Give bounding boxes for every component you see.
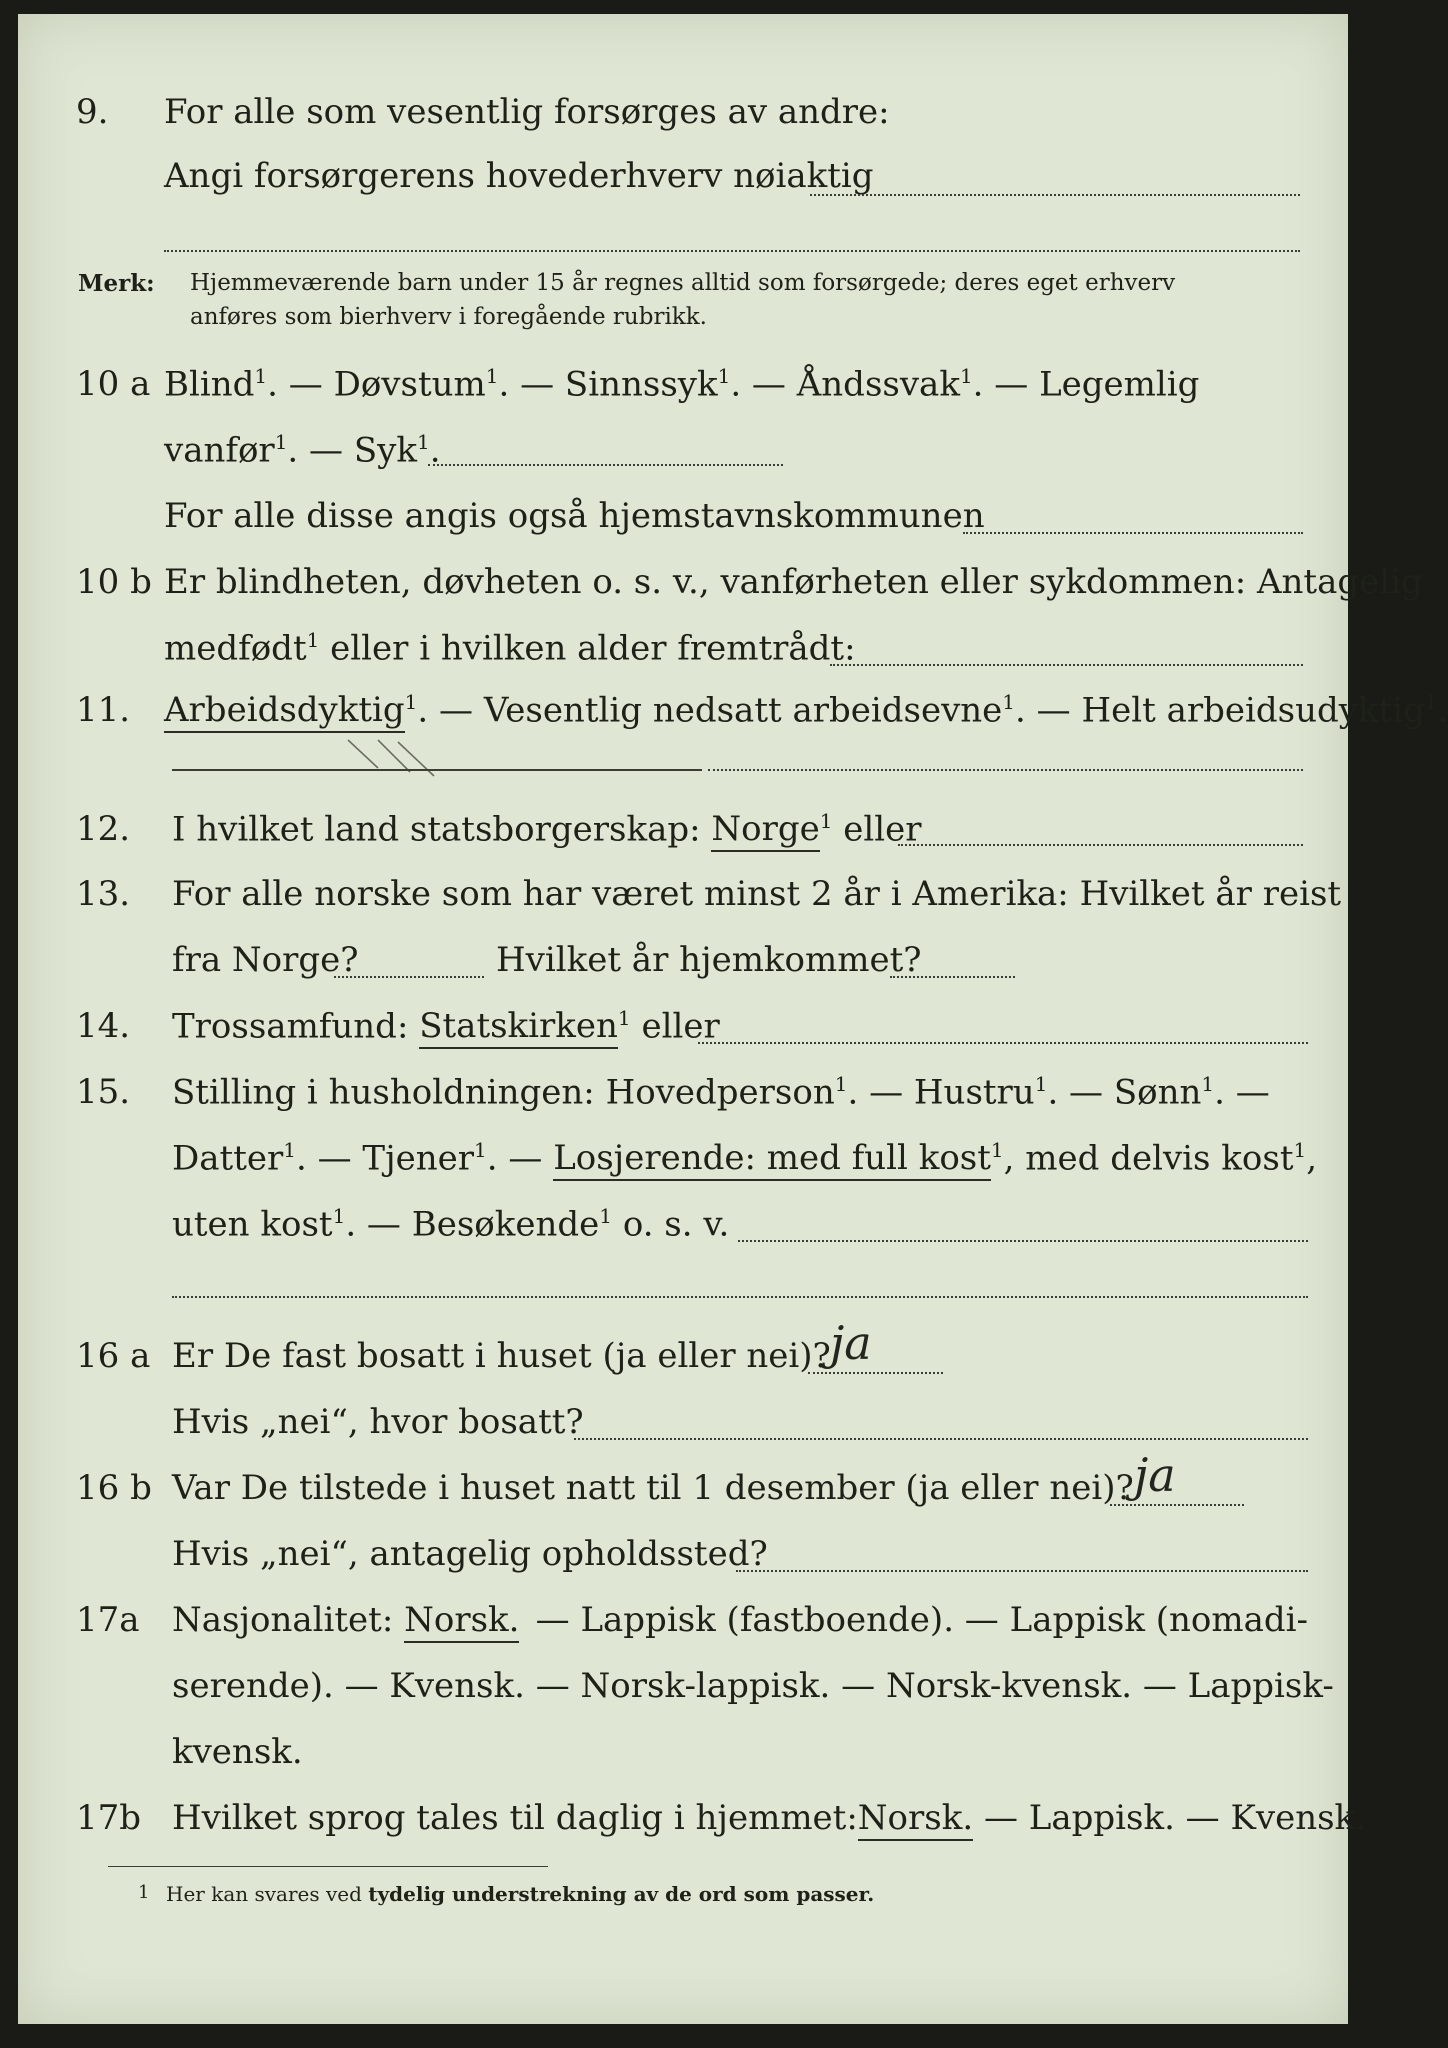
- q14-number: 14.: [76, 1006, 131, 1046]
- q10a-line3: For alle disse angis også hjemstavnskommunen: [164, 496, 985, 536]
- opt-besokende: . — Besøkende: [345, 1204, 600, 1245]
- period: .: [429, 430, 441, 471]
- q11-number: 11.: [76, 690, 131, 730]
- q12-eller: eller: [832, 809, 922, 850]
- osv: o. s. v.: [612, 1204, 730, 1245]
- footnote-mark: 1: [138, 1882, 150, 1903]
- sup-mark: 1: [1293, 1138, 1307, 1162]
- q14-text: Trossamfund:: [172, 1006, 409, 1047]
- census-form-page: [18, 14, 1448, 2024]
- q16a-line2: Hvis „nei“, hvor bosatt?: [172, 1402, 584, 1442]
- q10b-alder-text: eller i hvilken alder fremtrådt:: [319, 628, 856, 669]
- q16b-opholdssted-field[interactable]: [736, 1570, 1308, 1572]
- opt-sinnssyk: . — Sinnssyk: [498, 364, 718, 405]
- q16a-bosatt-field[interactable]: [574, 1438, 1308, 1440]
- q10a-answer-field[interactable]: [428, 464, 783, 466]
- q14-answer-field[interactable]: [698, 1042, 1308, 1044]
- sup-mark: 1: [485, 364, 499, 388]
- q17a-options: — Lappisk (fastboende). — Lappisk (nomadi-: [535, 1600, 1308, 1640]
- q12-answer-field[interactable]: [898, 844, 1303, 846]
- q15-answer-field[interactable]: [738, 1240, 1308, 1242]
- q12-text: I hvilket land statsborgerskap:: [172, 809, 701, 850]
- opt-andssvak: . — Åndssvak: [730, 364, 960, 405]
- sup-mark: 1: [834, 1072, 848, 1096]
- opt-arbeidsdyktig[interactable]: Arbeidsdyktig: [164, 690, 405, 733]
- q9-line2: Angi forsørgerens hovederhverv nøiaktig: [164, 156, 874, 196]
- merk-line2: anføres som bierhverv i foregående rubrikk.: [190, 304, 707, 330]
- sup-mark: 1: [617, 1006, 631, 1030]
- opt-norsk-sprog[interactable]: Norsk.: [858, 1798, 973, 1841]
- q14-eller: eller: [630, 1006, 720, 1047]
- sup-mark: 1: [599, 1204, 613, 1228]
- opt-nedsatt[interactable]: . — Vesentlig nedsatt arbeidsevne: [417, 690, 1003, 731]
- q16a-number: 16 a: [76, 1336, 151, 1376]
- footnote-text-b: tydelig understrekning av de ord som passer.: [368, 1882, 875, 1906]
- q13-hjemkommet: Hvilket år hjemkommet?: [496, 940, 922, 980]
- q9-line1: For alle som vesentlig forsørges av andre:: [164, 92, 890, 132]
- q10b-answer-field[interactable]: [830, 664, 1303, 666]
- q16b-number: 16 b: [76, 1468, 152, 1508]
- opt-norge[interactable]: Norge: [711, 809, 819, 852]
- q9-answer-field[interactable]: [810, 194, 1300, 196]
- sup-mark: 1: [254, 364, 268, 388]
- q13-line1: For alle norske som har været minst 2 år i Amerika: Hvilket år reist: [172, 874, 1342, 914]
- sup-mark: 1: [404, 690, 418, 714]
- opt-sonn: . — Sønn: [1047, 1072, 1202, 1113]
- opt-udyktig[interactable]: . — Helt arbeidsudyktig: [1015, 690, 1425, 731]
- q15-answer-field-2[interactable]: [172, 1296, 1308, 1298]
- opt-norsk[interactable]: Norsk.: [404, 1600, 519, 1643]
- q16b-line2: Hvis „nei“, antagelig opholdssted?: [172, 1534, 768, 1574]
- q9-answer-field-2[interactable]: [164, 250, 1300, 252]
- q14-line: [172, 1006, 720, 1046]
- q13-reist: fra Norge?: [172, 940, 359, 980]
- q17b-number: 17b: [76, 1798, 142, 1838]
- opt-hustru: . — Hustru: [847, 1072, 1035, 1113]
- q10a-line1: [164, 364, 1304, 404]
- opt-blind: Blind: [164, 364, 255, 405]
- q16b-answer-field[interactable]: [1110, 1504, 1244, 1506]
- footnote-text: [166, 1882, 874, 1906]
- q10a-hjemstavn-field[interactable]: [963, 532, 1303, 534]
- q9-number: 9.: [76, 92, 109, 132]
- sup-mark: 1: [819, 809, 833, 833]
- q10b-number: 10 b: [76, 562, 152, 602]
- opt-hovedperson: Stilling i husholdningen: Hovedperson: [172, 1072, 835, 1113]
- merk-label: Merk:: [78, 270, 155, 297]
- comma: ,: [1306, 1138, 1318, 1179]
- q10b-line1: Er blindheten, døvheten o. s. v., vanførheten eller sykdommen: Antagelig: [164, 562, 1423, 602]
- q17a-number: 17a: [76, 1600, 140, 1640]
- q15-line1: [172, 1072, 1308, 1112]
- q17b-options: — Lappisk. — Kvensk.: [983, 1798, 1366, 1838]
- opt-datter: Datter: [172, 1138, 284, 1179]
- opt-statskirken[interactable]: Statskirken: [419, 1006, 618, 1049]
- q17a-line3: kvensk.: [172, 1732, 303, 1772]
- sup-mark: 1: [1424, 690, 1438, 714]
- dash: . —: [486, 1138, 554, 1179]
- q11-answer-field[interactable]: [708, 769, 1303, 771]
- q16a-answer-field[interactable]: [808, 1372, 943, 1374]
- opt-syk: . — Syk: [287, 430, 417, 471]
- sup-mark: 1: [474, 1138, 487, 1162]
- footnote-rule: [108, 1866, 548, 1867]
- opt-losjerende-full-kost[interactable]: Losjerende: med full kost: [553, 1138, 991, 1181]
- q13-reist-field[interactable]: [334, 976, 484, 978]
- q16a-line1: Er De fast bosatt i huset (ja eller nei)?: [172, 1336, 831, 1376]
- dash: . —: [1214, 1072, 1270, 1113]
- merk-line1: Hjemmeværende barn under 15 år regnes alltid som forsørgede; deres eget erhverv: [190, 270, 1176, 296]
- q16b-line1: Var De tilstede i huset natt til 1 desember (ja eller nei)?: [172, 1468, 1134, 1508]
- period: .: [1437, 690, 1448, 731]
- q16a-handwritten-answer: ja: [830, 1316, 872, 1370]
- q17b-line: [172, 1798, 1366, 1838]
- opt-legemlig: . — Legemlig: [972, 364, 1200, 405]
- opt-tjener: . — Tjener: [295, 1138, 475, 1179]
- sup-mark: 1: [1034, 1072, 1048, 1096]
- q10a-number: 10 a: [76, 364, 151, 404]
- opt-medfodt: medfødt: [164, 628, 307, 669]
- sup-mark: 1: [332, 1204, 346, 1228]
- q12-line: [172, 809, 922, 849]
- footnote-text-a: Her kan svares ved: [166, 1882, 369, 1906]
- sup-mark: 1: [717, 364, 731, 388]
- q13-number: 13.: [76, 874, 131, 914]
- q15-line3: [172, 1204, 729, 1244]
- q11-line: [164, 690, 1448, 731]
- sup-mark: 1: [283, 1138, 296, 1162]
- sup-mark: 1: [274, 430, 288, 454]
- opt-vanfor: vanfør: [164, 430, 275, 471]
- q11-rule-left: [172, 769, 702, 771]
- q16b-handwritten-answer: ja: [1134, 1448, 1176, 1502]
- sup-mark: 1: [1002, 690, 1016, 714]
- q15-number: 15.: [76, 1072, 131, 1112]
- q13-hjemkommet-field[interactable]: [890, 976, 1015, 978]
- sup-mark: 1: [306, 628, 320, 652]
- pencil-tick-mark: [338, 732, 448, 782]
- sup-mark: 1: [416, 430, 430, 454]
- sup-mark: 1: [959, 364, 973, 388]
- opt-delvis-kost: , med delvis kost: [1003, 1138, 1294, 1179]
- q17b-text: Hvilket sprog tales til daglig i hjemmet:: [172, 1798, 858, 1838]
- opt-dovstum: . — Døvstum: [267, 364, 486, 405]
- q17a-line1: [172, 1600, 1308, 1640]
- q17a-line2: serende). — Kvensk. — Norsk-lappisk. — Norsk-kvensk. — Lappisk-: [172, 1666, 1334, 1706]
- q10a-line2: [164, 430, 441, 470]
- q10b-line2: [164, 628, 856, 668]
- sup-mark: 1: [1201, 1072, 1215, 1096]
- q17a-label: Nasjonalitet:: [172, 1600, 394, 1640]
- opt-uten-kost: uten kost: [172, 1204, 333, 1245]
- sup-mark: 1: [990, 1138, 1004, 1162]
- q15-line2: [172, 1138, 1317, 1178]
- q12-number: 12.: [76, 809, 131, 849]
